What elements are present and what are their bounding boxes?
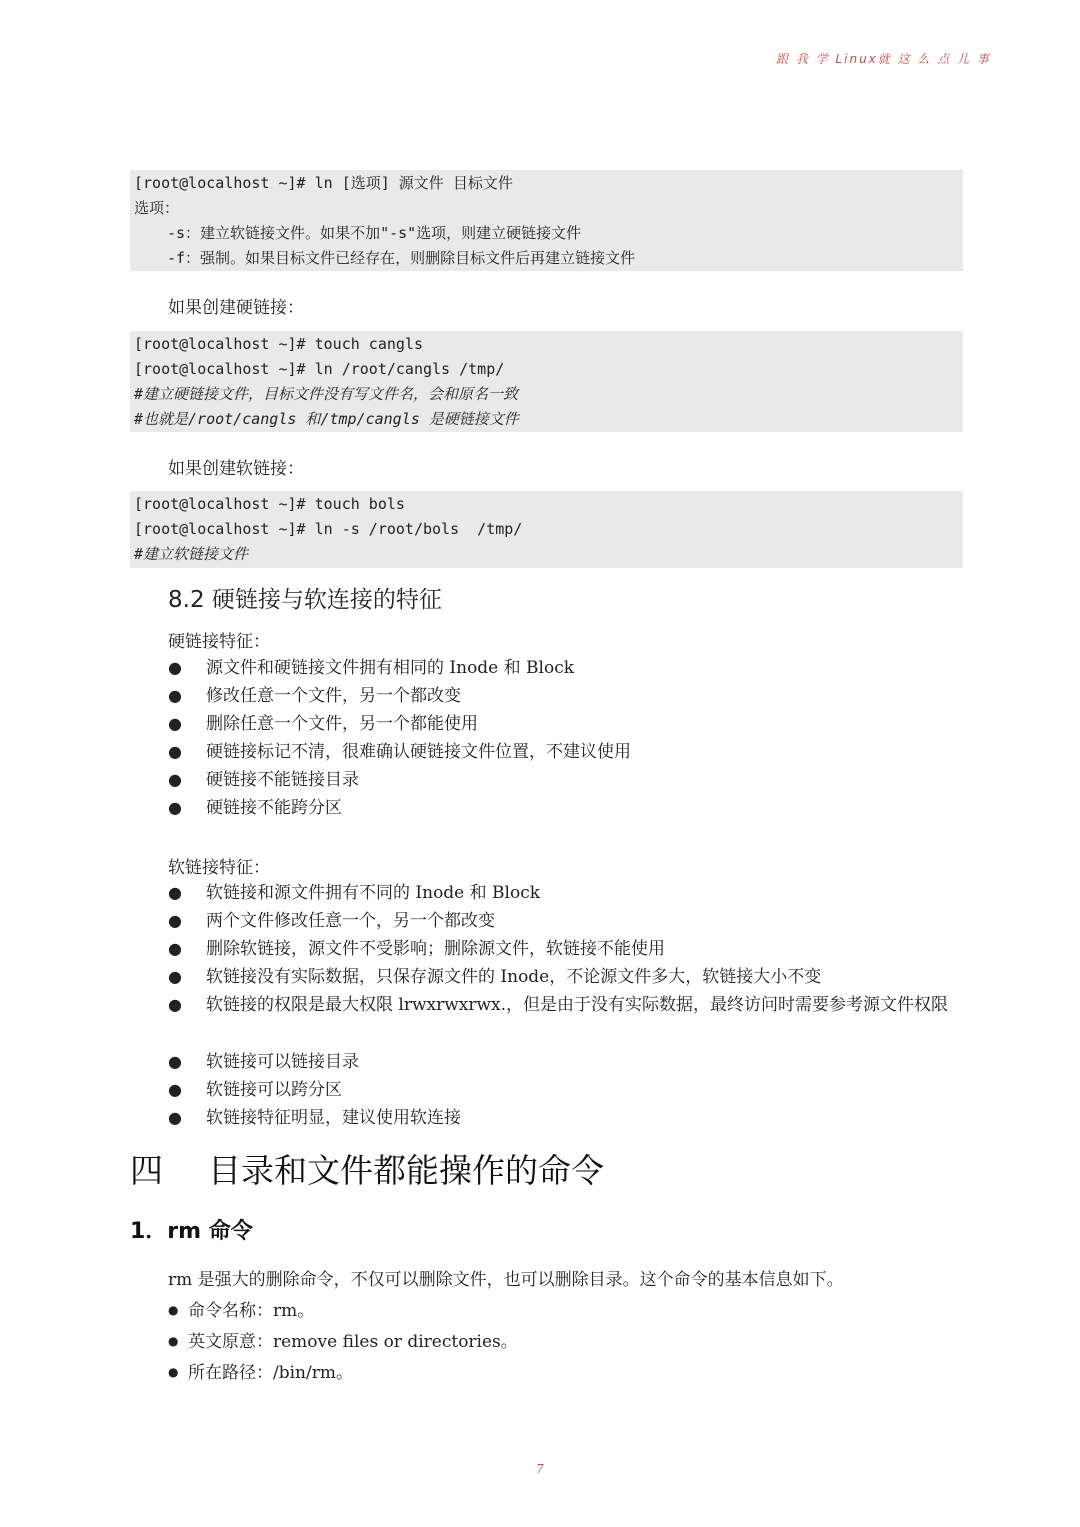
- list-item: ● 修改任意一个文件，另一个都改变: [168, 682, 968, 710]
- code-line: [root@localhost ~]# ln [选项] 源文件 目标文件: [134, 174, 513, 192]
- code-comment: #建立硬链接文件，目标文件没有写文件名，会和原名一致: [134, 385, 519, 403]
- list-item: ● 删除任意一个文件，另一个都能使用: [168, 710, 968, 738]
- bullet-icon: ●: [168, 1052, 182, 1071]
- list-item: ● 两个文件修改任意一个，另一个都改变: [168, 907, 968, 935]
- code-block-hard-link: [130, 331, 963, 432]
- chapter-number: 四: [130, 1151, 163, 1190]
- bullet-icon: ●: [168, 1334, 179, 1348]
- rm-intro: rm 是强大的删除命令，不仅可以删除文件，也可以删除目录。这个命令的基本信息如下。: [168, 1270, 844, 1290]
- bullet-icon: ●: [168, 995, 182, 1014]
- list-item: ● 命令名称：rm。: [168, 1301, 315, 1321]
- list-item: ● 源文件和硬链接文件拥有相同的 Inode 和 Block: [168, 654, 968, 682]
- bullet-icon: ●: [168, 770, 182, 789]
- hard-link-features-title: 硬链接特征：: [168, 632, 270, 652]
- running-header: 跟 我 学 Linux就 这 么 点 儿 事: [776, 52, 991, 66]
- bullet-icon: ●: [168, 1365, 179, 1379]
- bullet-icon: ●: [168, 883, 182, 902]
- list-item: ● 软链接的权限是最大权限 lrwxrwxrwx.，但是由于没有实际数据，最终访问时需要参考源文件权限: [168, 991, 968, 1019]
- code-line: [root@localhost ~]# touch bols: [134, 495, 405, 513]
- list-item: ● 软链接特征明显，建议使用软连接: [168, 1104, 968, 1132]
- code-comment: #也就是/root/cangls 和/tmp/cangls 是硬链接文件: [134, 410, 519, 428]
- list-item: ● 软链接没有实际数据，只保存源文件的 Inode，不论源文件多大，软链接大小不变: [168, 963, 968, 991]
- para-hard-link: 如果创建硬链接：: [168, 298, 304, 318]
- chapter-title: 目录和文件都能操作的命令: [208, 1151, 604, 1190]
- bullet-icon: ●: [168, 686, 182, 705]
- bullet-icon: ●: [168, 714, 182, 733]
- soft-link-features-title: 软链接特征：: [168, 858, 270, 878]
- code-line: -f：强制。如果目标文件已经存在，则删除目标文件后再建立链接文件: [167, 249, 636, 267]
- section-heading-rm: 1．rm 命令: [130, 1219, 253, 1244]
- bullet-icon: ●: [168, 939, 182, 958]
- code-line: [root@localhost ~]# touch cangls: [134, 335, 423, 353]
- code-line: [root@localhost ~]# ln /root/cangls /tmp/: [134, 360, 505, 378]
- section-heading-8-2: 8.2 硬链接与软连接的特征: [168, 587, 442, 613]
- code-block-ln-syntax: [130, 170, 963, 271]
- bullet-icon: ●: [168, 1080, 182, 1099]
- bullet-icon: ●: [168, 967, 182, 986]
- code-line: [root@localhost ~]# ln -s /root/bols /tmp/: [134, 520, 523, 538]
- list-item: ● 软链接和源文件拥有不同的 Inode 和 Block: [168, 879, 968, 907]
- list-item: ● 软链接可以跨分区: [168, 1076, 968, 1104]
- bullet-icon: ●: [168, 1108, 182, 1127]
- code-line: 选项：: [134, 199, 180, 217]
- bullet-icon: ●: [168, 911, 182, 930]
- bullet-icon: ●: [168, 798, 182, 817]
- list-item: ● 硬链接不能链接目录: [168, 766, 968, 794]
- code-block-soft-link: [130, 491, 963, 568]
- bullet-icon: ●: [168, 742, 182, 761]
- bullet-icon: ●: [168, 658, 182, 677]
- para-soft-link: 如果创建软链接：: [168, 459, 304, 479]
- list-item: ● 所在路径：/bin/rm。: [168, 1363, 353, 1383]
- code-line: -s：建立软链接文件。如果不加"-s"选项，则建立硬链接文件: [167, 224, 582, 242]
- list-item: ● 英文原意：remove files or directories。: [168, 1332, 518, 1352]
- code-comment: #建立软链接文件: [134, 545, 249, 563]
- list-item: ● 删除软链接，源文件不受影响；删除源文件，软链接不能使用: [168, 935, 968, 963]
- bullet-icon: ●: [168, 1303, 179, 1317]
- list-item: ● 硬链接不能跨分区: [168, 794, 968, 822]
- chapter-heading: [130, 1145, 604, 1192]
- page-number: 7: [536, 1462, 544, 1476]
- list-item: ● 硬链接标记不清，很难确认硬链接文件位置，不建议使用: [168, 738, 968, 766]
- list-item: ● 软链接可以链接目录: [168, 1048, 968, 1076]
